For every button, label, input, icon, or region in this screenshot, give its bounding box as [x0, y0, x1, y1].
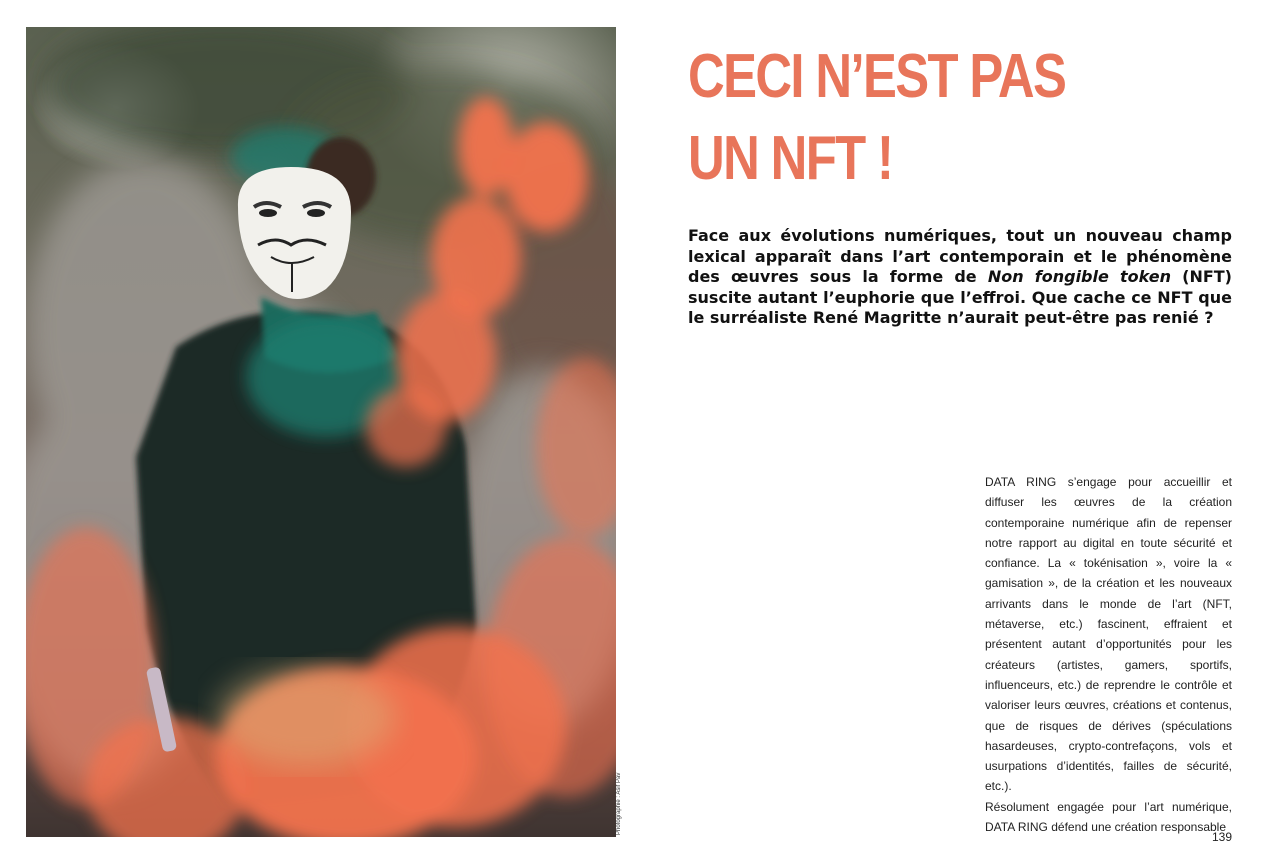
article-photo [26, 27, 616, 837]
title-line-1: CECI N’EST PAS [688, 42, 1066, 111]
title-line-2: UN NFT ! [688, 124, 893, 193]
lead-text-2: (NFT) suscite autant l’euphorie que l’effroi. Que cache ce NFT que le surréaliste René Magritte n’aurait peut-être pas renié ? [688, 267, 1232, 327]
article-title [688, 36, 1065, 200]
lead-text-1: Face aux évolutions numériques, tout un nouveau champ lexical apparaît dans l’art contemporain et le phénomène des œuvres sous la forme de [688, 226, 1232, 286]
masked-figure-illustration [26, 27, 616, 837]
page-number: 139 [1212, 830, 1233, 844]
lead-italic: Non fongible token [987, 267, 1171, 286]
photo-credit: Photographie : Asif Pav [616, 772, 622, 835]
article-body [985, 472, 1232, 837]
article-lead [688, 226, 1232, 329]
body-paragraph-1: DATA RING s’engage pour accueillir et diffuser les œuvres de la création contemporaine numérique afin de repenser notre rapport au digital en toute sécurité et confiance. La « tokénisation », voire la « gamisation », de la création et les nouveaux arrivants dans le monde de l’art (NFT, métaverse, etc.) fascinent, effraient et présentent autant d’opportunités pour les créateurs (artistes, gamers, sportifs, influenceurs, etc.) de reprendre le contrôle et valoriser leurs œuvres, créations et contenus, que de risques de dérives (spéculations hasardeuses, crypto-contrefaçons, vols et usurpations d’identités, failles de sécurité, etc.). [985, 475, 1232, 794]
body-paragraph-2: Résolument engagée pour l’art numérique, DATA RING défend une création responsable [985, 799, 1232, 835]
